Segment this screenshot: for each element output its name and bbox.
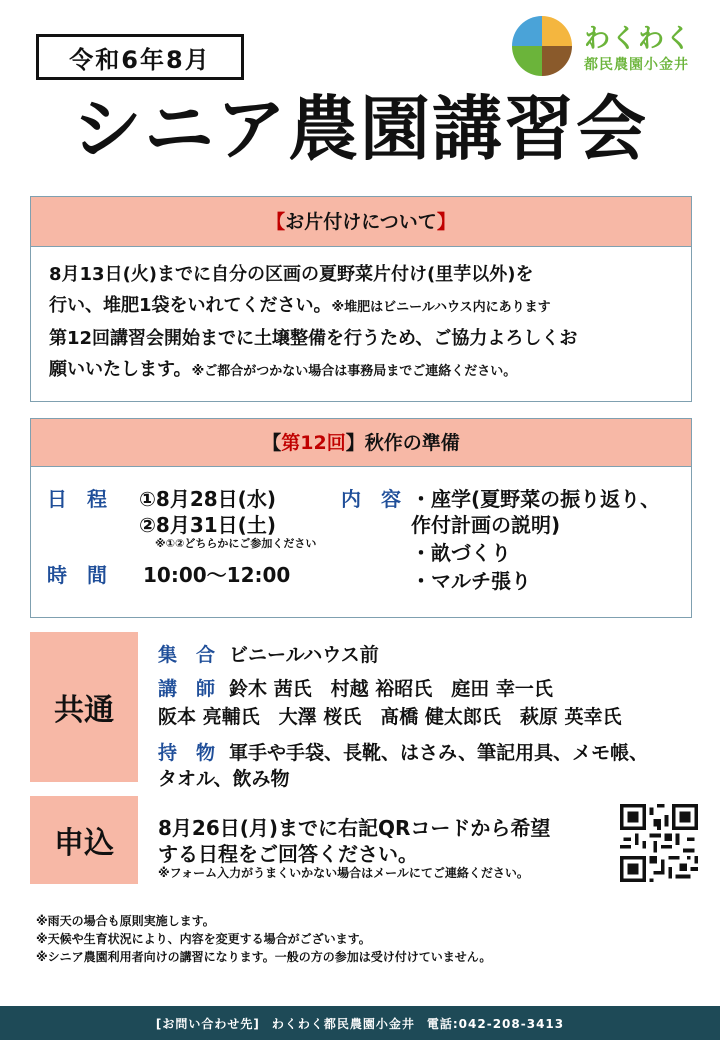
apply-note: ※フォーム入力がうまくいかない場合はメールにてご連絡ください。	[158, 866, 529, 880]
apply-text: する日程をご回答ください。	[158, 842, 418, 866]
logo-mark-icon	[510, 14, 574, 78]
content-item: 作付計画の説明)	[411, 513, 561, 537]
session-heading-text: 秋作の準備	[364, 432, 460, 454]
session-date-2: ②8月31日(土)	[139, 513, 276, 537]
date-note: ※①②どちらかにご参加ください	[155, 537, 317, 550]
session-heading	[31, 419, 691, 467]
cleanup-line-text: 行い、堆肥1袋をいれてください。	[49, 295, 332, 316]
schedule-label: 日 程	[47, 487, 107, 511]
page-title: シニア農園講習会	[72, 88, 648, 170]
meet-label: 集 合	[158, 644, 216, 666]
apply-label-box: 申込	[30, 796, 138, 884]
content-item: ・畝づくり	[411, 541, 511, 565]
meet-value: ビニールハウス前	[229, 644, 379, 666]
time-value: 10:00〜12:00	[143, 563, 291, 587]
cleanup-line: 8月13日(火)までに自分の区画の夏野菜片付け(里芋以外)を	[49, 264, 534, 285]
common-label-box: 共通	[30, 632, 138, 782]
contact-phone[interactable]: 電話:042-208-3413	[426, 1016, 565, 1031]
cleanup-line	[49, 290, 681, 323]
logo-text: わくわく	[584, 24, 693, 54]
logo-subtext: 都民農園小金井	[584, 57, 689, 73]
session-number: 第12回	[281, 432, 346, 454]
cleanup-line-text: 願いいたします。	[49, 359, 192, 380]
cleanup-heading-text: お片付けについて	[285, 211, 437, 233]
instructor-label: 講 師	[158, 678, 216, 700]
heading-bracket-open: 【	[262, 432, 282, 454]
qr-code[interactable]	[620, 804, 698, 882]
footnotes	[36, 912, 491, 966]
contact-footer	[0, 1006, 720, 1040]
cleanup-body	[31, 247, 691, 387]
bring-line	[158, 738, 648, 765]
heading-bracket-close: 】	[436, 211, 456, 233]
apply-text: 8月26日(月)までに右記QRコードから希望	[158, 816, 551, 840]
date-label: 令和6年8月	[36, 34, 244, 80]
organization-logo	[510, 12, 710, 78]
content-label: 内 容	[341, 487, 401, 511]
cleanup-line: 第12回講習会開始までに土壌整備を行うため、ご協力よろしくお	[49, 328, 578, 349]
footnote: ※雨天の場合も原則実施します。	[36, 914, 215, 928]
cleanup-line	[49, 354, 681, 387]
contact-office-note: ※ご都合がつかない場合は事務局までご連絡ください。	[191, 364, 517, 379]
time-label: 時 間	[47, 563, 107, 587]
contact-org: わくわく都民農園小金井	[271, 1016, 415, 1031]
compost-note: ※堆肥はビニールハウス内にあります	[331, 300, 551, 315]
meeting-point	[158, 640, 379, 667]
cleanup-panel	[30, 196, 692, 402]
footnote: ※天候や生育状況により、内容を変更する場合がございます。	[36, 932, 371, 946]
heading-bracket-close: 】	[345, 432, 365, 454]
content-item: ・座学(夏野菜の振り返り、	[411, 487, 661, 511]
instructors-names: 鈴木 茜氏 村越 裕昭氏 庭田 幸一氏	[229, 678, 553, 700]
instructors-line	[158, 674, 553, 701]
bring-items: 軍手や手袋、長靴、はさみ、筆記用具、メモ帳、	[229, 742, 649, 764]
bring-label: 持 物	[158, 742, 216, 764]
contact-label: [お問い合わせ先]	[155, 1016, 260, 1031]
session-panel	[30, 418, 692, 618]
bring-line: タオル、飲み物	[158, 768, 290, 790]
cleanup-heading	[31, 197, 691, 247]
instructors-line: 阪本 亮輔氏 大澤 桜氏 髙橋 健太郎氏 萩原 英幸氏	[158, 706, 622, 728]
content-item: ・マルチ張り	[411, 569, 531, 593]
heading-bracket-open: 【	[266, 211, 286, 233]
session-date-1: ①8月28日(水)	[139, 487, 276, 511]
footnote: ※シニア農園利用者向けの講習になります。一般の方の参加は受け付けていません。	[36, 950, 492, 964]
